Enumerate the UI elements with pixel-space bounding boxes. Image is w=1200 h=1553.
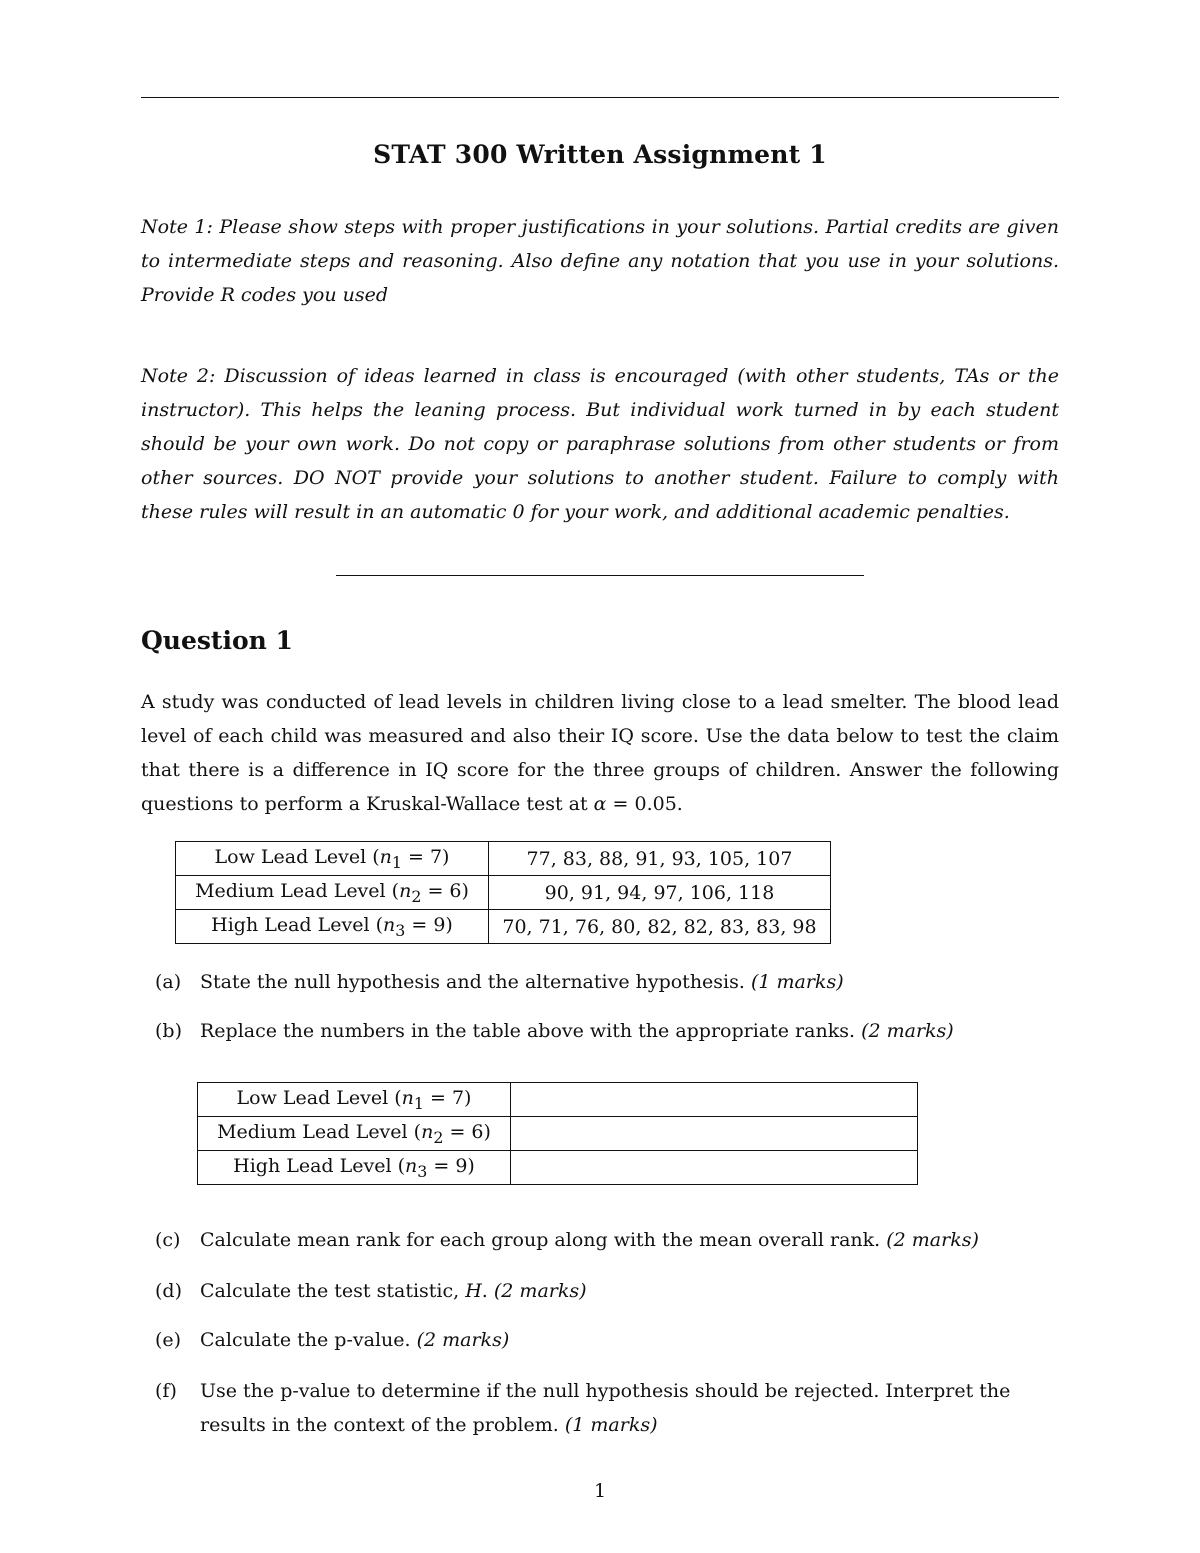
part-e: (e) Calculate the p-value. (2 marks) <box>155 1323 1059 1357</box>
page-title: STAT 300 Written Assignment 1 <box>373 140 827 169</box>
note-1: Note 1: Please show steps with proper justifications in your solutions. Partial credits are given to intermediate steps and reasoning. Also define any notation that you use in your solutions. Provide R codes you used <box>141 216 1059 306</box>
alpha-symbol: α <box>593 793 607 815</box>
marks-label: (2 marks) <box>861 1020 954 1042</box>
part-a: (a) State the null hypothesis and the alternative hypothesis. (1 marks) <box>155 965 1059 999</box>
question-1-intro-text: A study was conducted of lead levels in children living close to a lead smelter. The blood lead level of each child was measured and also their IQ score. Use the data below to test the claim that there is a difference in IQ score for the three groups of children. Answer the following questions to perform a Kruskal-Wallace test at <box>141 691 1059 815</box>
statistic-symbol: H <box>465 1280 482 1302</box>
section-separator <box>336 575 864 576</box>
table-row <box>198 1151 918 1185</box>
top-rule <box>141 97 1059 98</box>
marks-label: (2 marks) <box>886 1229 979 1251</box>
part-b: (b) Replace the numbers in the table above with the appropriate ranks. (2 marks) <box>155 1014 1059 1048</box>
iq-data-table <box>175 841 831 944</box>
part-marker: (b) <box>155 1020 182 1042</box>
rank-entry-cell[interactable] <box>511 1151 918 1185</box>
part-marker: (f) <box>155 1380 177 1402</box>
page-number: 1 <box>593 1480 607 1502</box>
question-1-heading: Question 1 <box>141 626 293 655</box>
marks-label: (1 marks) <box>564 1414 658 1436</box>
rank-table <box>197 1082 918 1185</box>
group-values-cell: 90, 91, 94, 97, 106, 118 <box>489 876 831 910</box>
table-row <box>198 1117 918 1151</box>
table-row <box>176 842 831 876</box>
part-f: (f) Use the p-value to determine if the null hypothesis should be rejected. Interpret the results in the context of the problem. (1 marks) <box>155 1374 1059 1442</box>
question-1-intro <box>141 685 1059 821</box>
part-marker: (a) <box>155 971 182 993</box>
group-label-cell: Medium Lead Level $(n_2 = 6)$ <box>198 1117 511 1151</box>
part-c: (c) Calculate mean rank for each group along with the mean overall rank. (2 marks) <box>155 1223 1059 1257</box>
group-values-cell: 77, 83, 88, 91, 93, 105, 107 <box>489 842 831 876</box>
marks-label: (1 marks) <box>750 971 844 993</box>
group-label-cell: Low Lead Level $(n_1 = 7)$ <box>198 1083 511 1117</box>
part-marker: (c) <box>155 1229 181 1251</box>
table-row <box>176 910 831 944</box>
group-label-cell: High Lead Level $(n_3 = 9)$ <box>198 1151 511 1185</box>
group-label-cell: Medium Lead Level $(n_2 = 6)$ <box>176 876 489 910</box>
part-d: (d) Calculate the test statistic, H. (2 marks) <box>155 1274 1059 1308</box>
part-marker: (d) <box>155 1280 182 1302</box>
group-label-cell: Low Lead Level $(n_1 = 7)$ <box>176 842 489 876</box>
table-row <box>176 876 831 910</box>
group-label-cell: High Lead Level $(n_3 = 9)$ <box>176 910 489 944</box>
rank-entry-cell[interactable] <box>511 1083 918 1117</box>
marks-label: (2 marks) <box>416 1329 510 1351</box>
group-values-cell: 70, 71, 76, 80, 82, 82, 83, 83, 98 <box>489 910 831 944</box>
table-row <box>198 1083 918 1117</box>
alpha-value: = 0.05. <box>606 793 683 815</box>
part-marker: (e) <box>155 1329 182 1351</box>
note-2: Note 2: Discussion of ideas learned in class is encouraged (with other students, TAs or the instructor). This helps the leaning process. But individual work turned in by each student should be your own work. Do not copy or paraphrase solutions from other students or from other sources. DO NOT provide your solutions to another student. Failure to comply with these rules will result in an automatic 0 for your work, and additional academic penalties. <box>141 365 1059 523</box>
rank-entry-cell[interactable] <box>511 1117 918 1151</box>
marks-label: (2 marks) <box>493 1280 587 1302</box>
